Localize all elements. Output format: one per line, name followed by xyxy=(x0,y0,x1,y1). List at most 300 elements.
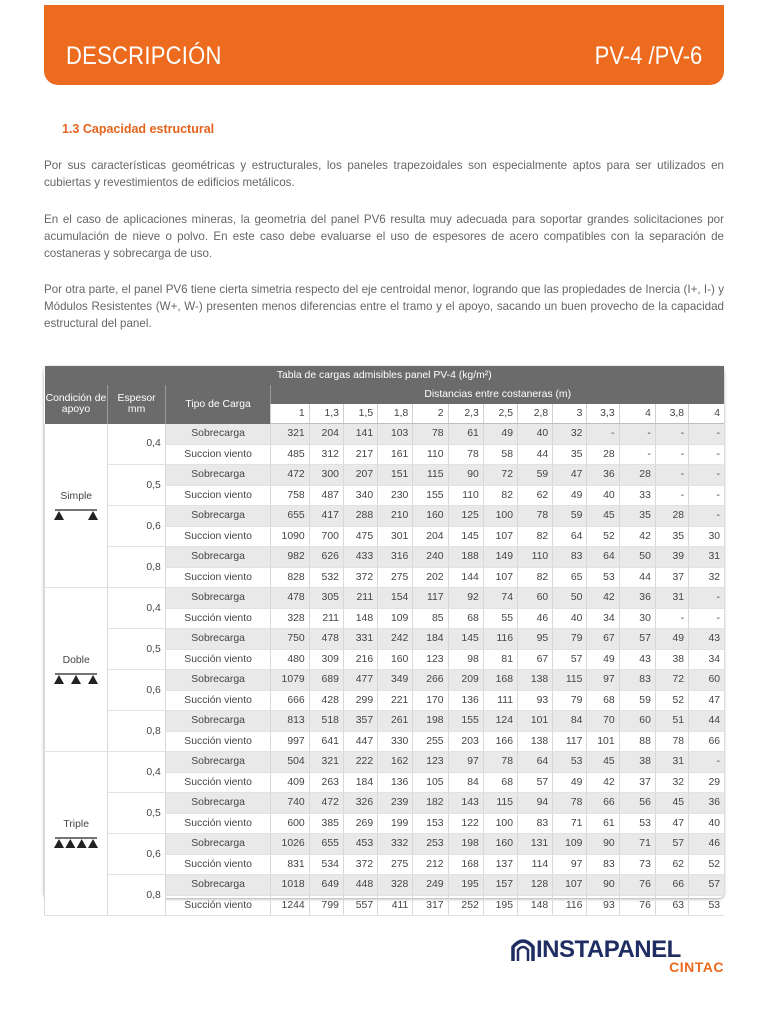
value-cell: 184 xyxy=(413,629,448,650)
value-cell: 39 xyxy=(655,547,688,568)
value-cell: 63 xyxy=(655,895,688,916)
value-cell: 269 xyxy=(343,813,377,834)
value-cell: 85 xyxy=(413,608,448,629)
value-cell: 93 xyxy=(587,895,619,916)
value-cell: 131 xyxy=(517,834,552,855)
logo-arch-icon xyxy=(510,937,536,963)
table-title: Tabla de cargas admisibles panel PV-4 (kg/m²) xyxy=(45,366,725,385)
value-cell: 330 xyxy=(378,731,413,752)
value-cell: 188 xyxy=(448,547,483,568)
load-table-container xyxy=(44,366,724,911)
load-type-cell: Sobrecarga xyxy=(165,752,271,773)
value-cell: - xyxy=(655,485,688,506)
value-cell: 217 xyxy=(343,444,377,465)
value-cell: 100 xyxy=(483,813,517,834)
value-cell: 66 xyxy=(587,793,619,814)
value-cell: 202 xyxy=(413,567,448,588)
col-header-distancias: Distancias entre costaneras (m) xyxy=(271,385,724,404)
value-cell: 72 xyxy=(655,670,688,691)
value-cell: 67 xyxy=(517,649,552,670)
value-cell: 98 xyxy=(448,649,483,670)
distance-header-cell: 2,3 xyxy=(448,404,483,424)
value-cell: 61 xyxy=(587,813,619,834)
value-cell: 123 xyxy=(413,752,448,773)
value-cell: 448 xyxy=(343,875,377,896)
value-cell: 123 xyxy=(413,649,448,670)
value-cell: 40 xyxy=(553,608,587,629)
value-cell: 90 xyxy=(587,875,619,896)
load-type-cell: Succión viento xyxy=(165,895,271,916)
paragraph: Por sus características geométricas y estructurales, los paneles trapezoidales son especialmente aptos para ser utilizados en cubiertas y revestimientos de edificios metálicos. xyxy=(44,159,724,189)
thickness-cell: 0,4 xyxy=(108,424,165,465)
value-cell: 700 xyxy=(309,526,343,547)
value-cell: 82 xyxy=(483,485,517,506)
table-row xyxy=(45,875,725,896)
value-cell: 78 xyxy=(517,506,552,527)
value-cell: 57 xyxy=(655,834,688,855)
value-cell: - xyxy=(655,465,688,486)
value-cell: 59 xyxy=(553,506,587,527)
value-cell: 216 xyxy=(343,649,377,670)
value-cell: 321 xyxy=(309,752,343,773)
value-cell: 107 xyxy=(483,567,517,588)
value-cell: - xyxy=(655,608,688,629)
value-cell: 332 xyxy=(378,834,413,855)
value-cell: 600 xyxy=(271,813,309,834)
value-cell: 47 xyxy=(553,465,587,486)
value-cell: 31 xyxy=(689,547,724,568)
value-cell: 28 xyxy=(587,444,619,465)
value-cell: 53 xyxy=(689,895,724,916)
value-cell: 31 xyxy=(655,588,688,609)
value-cell: 66 xyxy=(689,731,724,752)
value-cell: 199 xyxy=(378,813,413,834)
value-cell: 411 xyxy=(378,895,413,916)
value-cell: 750 xyxy=(271,629,309,650)
load-type-cell: Succión viento xyxy=(165,731,271,752)
value-cell: 275 xyxy=(378,567,413,588)
value-cell: 626 xyxy=(309,547,343,568)
value-cell: 478 xyxy=(309,629,343,650)
value-cell: 49 xyxy=(483,424,517,445)
value-cell: 34 xyxy=(689,649,724,670)
logo-sub: CINTAC xyxy=(669,959,724,975)
value-cell: 148 xyxy=(517,895,552,916)
value-cell: 59 xyxy=(517,465,552,486)
value-cell: 32 xyxy=(553,424,587,445)
value-cell: 160 xyxy=(378,649,413,670)
value-cell: 81 xyxy=(483,649,517,670)
value-cell: 828 xyxy=(271,567,309,588)
value-cell: 52 xyxy=(587,526,619,547)
load-type-cell: Succión viento xyxy=(165,690,271,711)
value-cell: 45 xyxy=(655,793,688,814)
value-cell: 301 xyxy=(378,526,413,547)
table-row xyxy=(45,547,725,568)
value-cell: 107 xyxy=(553,875,587,896)
table-row xyxy=(45,588,725,609)
value-cell: 83 xyxy=(619,670,655,691)
value-cell: 204 xyxy=(413,526,448,547)
value-cell: 758 xyxy=(271,485,309,506)
value-cell: 79 xyxy=(553,629,587,650)
value-cell: 160 xyxy=(413,506,448,527)
value-cell: 83 xyxy=(517,813,552,834)
thickness-cell: 0,8 xyxy=(108,875,165,916)
value-cell: 110 xyxy=(413,444,448,465)
value-cell: 71 xyxy=(619,834,655,855)
value-cell: 317 xyxy=(413,895,448,916)
value-cell: 1018 xyxy=(271,875,309,896)
distance-header-cell: 3 xyxy=(553,404,587,424)
value-cell: 170 xyxy=(413,690,448,711)
value-cell: - xyxy=(689,424,724,445)
value-cell: 242 xyxy=(378,629,413,650)
value-cell: 58 xyxy=(483,444,517,465)
value-cell: 73 xyxy=(619,854,655,875)
value-cell: 641 xyxy=(309,731,343,752)
value-cell: 79 xyxy=(553,690,587,711)
value-cell: 331 xyxy=(343,629,377,650)
value-cell: 239 xyxy=(378,793,413,814)
value-cell: 305 xyxy=(309,588,343,609)
value-cell: 240 xyxy=(413,547,448,568)
value-cell: 107 xyxy=(483,526,517,547)
value-cell: 655 xyxy=(271,506,309,527)
value-cell: 84 xyxy=(553,711,587,732)
value-cell: 122 xyxy=(448,813,483,834)
distance-header-cell: 1,8 xyxy=(378,404,413,424)
col-header-espesor: Espesor mm xyxy=(108,385,165,424)
value-cell: 28 xyxy=(655,506,688,527)
value-cell: 136 xyxy=(448,690,483,711)
value-cell: 447 xyxy=(343,731,377,752)
load-type-cell: Sobrecarga xyxy=(165,711,271,732)
value-cell: 90 xyxy=(448,465,483,486)
value-cell: 78 xyxy=(483,752,517,773)
distance-header-cell: 1,5 xyxy=(343,404,377,424)
value-cell: 50 xyxy=(553,588,587,609)
value-cell: 83 xyxy=(553,547,587,568)
value-cell: 52 xyxy=(689,854,724,875)
table-row xyxy=(45,465,725,486)
value-cell: 417 xyxy=(309,506,343,527)
value-cell: 71 xyxy=(553,813,587,834)
value-cell: 100 xyxy=(483,506,517,527)
value-cell: 34 xyxy=(587,608,619,629)
value-cell: 51 xyxy=(655,711,688,732)
load-type-cell: Succión viento xyxy=(165,608,271,629)
value-cell: 92 xyxy=(448,588,483,609)
value-cell: 831 xyxy=(271,854,309,875)
value-cell: 64 xyxy=(553,526,587,547)
value-cell: 161 xyxy=(378,444,413,465)
value-cell: 138 xyxy=(517,731,552,752)
value-cell: 116 xyxy=(483,629,517,650)
load-type-cell: Succion viento xyxy=(165,526,271,547)
load-type-cell: Sobrecarga xyxy=(165,670,271,691)
value-cell: 60 xyxy=(619,711,655,732)
thickness-cell: 0,6 xyxy=(108,834,165,875)
value-cell: 40 xyxy=(689,813,724,834)
value-cell: - xyxy=(689,752,724,773)
load-type-cell: Succion viento xyxy=(165,444,271,465)
value-cell: 740 xyxy=(271,793,309,814)
value-cell: 42 xyxy=(587,772,619,793)
value-cell: 799 xyxy=(309,895,343,916)
value-cell: 109 xyxy=(378,608,413,629)
value-cell: 261 xyxy=(378,711,413,732)
value-cell: 38 xyxy=(655,649,688,670)
value-cell: 162 xyxy=(378,752,413,773)
condition-label: Doble xyxy=(62,655,90,666)
value-cell: 68 xyxy=(448,608,483,629)
value-cell: 154 xyxy=(378,588,413,609)
value-cell: 44 xyxy=(689,711,724,732)
value-cell: 66 xyxy=(655,875,688,896)
distance-header-cell: 1,3 xyxy=(309,404,343,424)
value-cell: 997 xyxy=(271,731,309,752)
value-cell: 157 xyxy=(483,875,517,896)
value-cell: 42 xyxy=(619,526,655,547)
value-cell: 64 xyxy=(517,752,552,773)
load-type-cell: Sobrecarga xyxy=(165,465,271,486)
value-cell: 204 xyxy=(309,424,343,445)
value-cell: 372 xyxy=(343,854,377,875)
value-cell: 207 xyxy=(343,465,377,486)
value-cell: 689 xyxy=(309,670,343,691)
load-type-cell: Sobrecarga xyxy=(165,875,271,896)
value-cell: 32 xyxy=(689,567,724,588)
value-cell: 47 xyxy=(655,813,688,834)
value-cell: 111 xyxy=(483,690,517,711)
condition-cell xyxy=(45,752,108,916)
value-cell: 252 xyxy=(448,895,483,916)
value-cell: 30 xyxy=(689,526,724,547)
value-cell: 326 xyxy=(343,793,377,814)
value-cell: 149 xyxy=(483,547,517,568)
value-cell: 124 xyxy=(483,711,517,732)
value-cell: - xyxy=(655,444,688,465)
value-cell: 253 xyxy=(413,834,448,855)
value-cell: 82 xyxy=(517,567,552,588)
load-type-cell: Succion viento xyxy=(165,485,271,506)
value-cell: 40 xyxy=(587,485,619,506)
condition-label: Simple xyxy=(60,490,93,502)
value-cell: 328 xyxy=(378,875,413,896)
load-type-cell: Sobrecarga xyxy=(165,629,271,650)
condition-label: Triple xyxy=(63,819,89,830)
table-row xyxy=(45,793,725,814)
value-cell: 115 xyxy=(483,793,517,814)
value-cell: 95 xyxy=(517,629,552,650)
value-cell: 203 xyxy=(448,731,483,752)
value-cell: 166 xyxy=(483,731,517,752)
value-cell: 46 xyxy=(689,834,724,855)
table-row xyxy=(45,424,725,445)
value-cell: 52 xyxy=(655,690,688,711)
value-cell: 56 xyxy=(619,793,655,814)
thickness-cell: 0,6 xyxy=(108,670,165,711)
support-3-icon xyxy=(53,672,99,686)
value-cell: 309 xyxy=(309,649,343,670)
value-cell: 90 xyxy=(587,834,619,855)
table-row xyxy=(45,752,725,773)
value-cell: 141 xyxy=(343,424,377,445)
value-cell: 534 xyxy=(309,854,343,875)
value-cell: 212 xyxy=(413,854,448,875)
distance-header-cell: 4 xyxy=(689,404,724,424)
value-cell: 485 xyxy=(271,444,309,465)
value-cell: - xyxy=(619,424,655,445)
value-cell: 72 xyxy=(483,465,517,486)
value-cell: 1090 xyxy=(271,526,309,547)
value-cell: 36 xyxy=(587,465,619,486)
value-cell: 103 xyxy=(378,424,413,445)
value-cell: 168 xyxy=(448,854,483,875)
value-cell: 255 xyxy=(413,731,448,752)
value-cell: 32 xyxy=(655,772,688,793)
value-cell: 518 xyxy=(309,711,343,732)
value-cell: 148 xyxy=(343,608,377,629)
condition-cell xyxy=(45,588,108,752)
value-cell: 209 xyxy=(448,670,483,691)
load-type-cell: Sobrecarga xyxy=(165,547,271,568)
value-cell: 94 xyxy=(517,793,552,814)
value-cell: - xyxy=(689,485,724,506)
value-cell: 78 xyxy=(448,444,483,465)
value-cell: - xyxy=(689,506,724,527)
value-cell: 340 xyxy=(343,485,377,506)
value-cell: 57 xyxy=(517,772,552,793)
value-cell: 93 xyxy=(517,690,552,711)
thickness-cell: 0,5 xyxy=(108,793,165,834)
value-cell: 195 xyxy=(483,895,517,916)
load-type-cell: Succión viento xyxy=(165,813,271,834)
value-cell: 477 xyxy=(343,670,377,691)
thickness-cell: 0,6 xyxy=(108,506,165,547)
value-cell: - xyxy=(689,608,724,629)
value-cell: 266 xyxy=(413,670,448,691)
value-cell: 532 xyxy=(309,567,343,588)
support-4-icon xyxy=(53,836,99,850)
value-cell: 35 xyxy=(655,526,688,547)
thickness-cell: 0,5 xyxy=(108,629,165,670)
value-cell: 143 xyxy=(448,793,483,814)
col-header-condicion: Condición de apoyo xyxy=(45,385,108,424)
value-cell: 68 xyxy=(587,690,619,711)
value-cell: 45 xyxy=(587,506,619,527)
value-cell: 182 xyxy=(413,793,448,814)
value-cell: 49 xyxy=(553,772,587,793)
value-cell: 60 xyxy=(517,588,552,609)
table-row xyxy=(45,506,725,527)
thickness-cell: 0,8 xyxy=(108,711,165,752)
product-code: PV-4 /PV-6 xyxy=(594,42,702,70)
condition-cell xyxy=(45,424,108,588)
value-cell: 62 xyxy=(655,854,688,875)
value-cell: 433 xyxy=(343,547,377,568)
value-cell: 35 xyxy=(619,506,655,527)
value-cell: 76 xyxy=(619,895,655,916)
value-cell: 982 xyxy=(271,547,309,568)
value-cell: 43 xyxy=(619,649,655,670)
value-cell: 453 xyxy=(343,834,377,855)
value-cell: 30 xyxy=(619,608,655,629)
table-body xyxy=(45,424,725,916)
value-cell: 97 xyxy=(587,670,619,691)
value-cell: 36 xyxy=(619,588,655,609)
value-cell: 117 xyxy=(553,731,587,752)
value-cell: 44 xyxy=(619,567,655,588)
load-type-cell: Sobrecarga xyxy=(165,834,271,855)
logo-brand: INSTAPANEL xyxy=(536,936,681,963)
value-cell: 62 xyxy=(517,485,552,506)
value-cell: - xyxy=(619,444,655,465)
value-cell: 299 xyxy=(343,690,377,711)
value-cell: 49 xyxy=(587,649,619,670)
value-cell: 357 xyxy=(343,711,377,732)
value-cell: 114 xyxy=(517,854,552,875)
value-cell: 211 xyxy=(309,608,343,629)
value-cell: 1026 xyxy=(271,834,309,855)
value-cell: 59 xyxy=(619,690,655,711)
value-cell: 50 xyxy=(619,547,655,568)
value-cell: 409 xyxy=(271,772,309,793)
value-cell: 145 xyxy=(448,526,483,547)
value-cell: 44 xyxy=(517,444,552,465)
value-cell: 144 xyxy=(448,567,483,588)
value-cell: 155 xyxy=(448,711,483,732)
value-cell: 101 xyxy=(587,731,619,752)
value-cell: 385 xyxy=(309,813,343,834)
paragraph: En el caso de aplicaciones mineras, la geometria del panel PV6 resulta muy adecuada para soportar grandes solicitaciones por acumulación de nieve o polvo. En este caso debe evaluarse el uso de espesores de acero compatibles con la separación de costaneras y sobrecarga de uso. xyxy=(44,213,724,260)
value-cell: 198 xyxy=(448,834,483,855)
load-table xyxy=(44,366,724,916)
distance-header-cell: 2,8 xyxy=(517,404,552,424)
value-cell: 37 xyxy=(619,772,655,793)
value-cell: 83 xyxy=(587,854,619,875)
value-cell: 70 xyxy=(587,711,619,732)
value-cell: 76 xyxy=(619,875,655,896)
value-cell: 480 xyxy=(271,649,309,670)
thickness-cell: 0,8 xyxy=(108,547,165,588)
value-cell: 160 xyxy=(483,834,517,855)
value-cell: 31 xyxy=(655,752,688,773)
value-cell: 53 xyxy=(619,813,655,834)
value-cell: - xyxy=(587,424,619,445)
value-cell: 1244 xyxy=(271,895,309,916)
value-cell: 1079 xyxy=(271,670,309,691)
instapanel-logo xyxy=(510,934,726,978)
value-cell: 655 xyxy=(309,834,343,855)
value-cell: 29 xyxy=(689,772,724,793)
value-cell: 55 xyxy=(483,608,517,629)
value-cell: 42 xyxy=(587,588,619,609)
value-cell: 40 xyxy=(517,424,552,445)
distance-header-cell: 3,8 xyxy=(655,404,688,424)
table-row xyxy=(45,629,725,650)
value-cell: 349 xyxy=(378,670,413,691)
value-cell: 155 xyxy=(413,485,448,506)
value-cell: 101 xyxy=(517,711,552,732)
value-cell: 211 xyxy=(343,588,377,609)
value-cell: 116 xyxy=(553,895,587,916)
value-cell: 478 xyxy=(271,588,309,609)
value-cell: 472 xyxy=(271,465,309,486)
value-cell: 472 xyxy=(309,793,343,814)
value-cell: 64 xyxy=(587,547,619,568)
